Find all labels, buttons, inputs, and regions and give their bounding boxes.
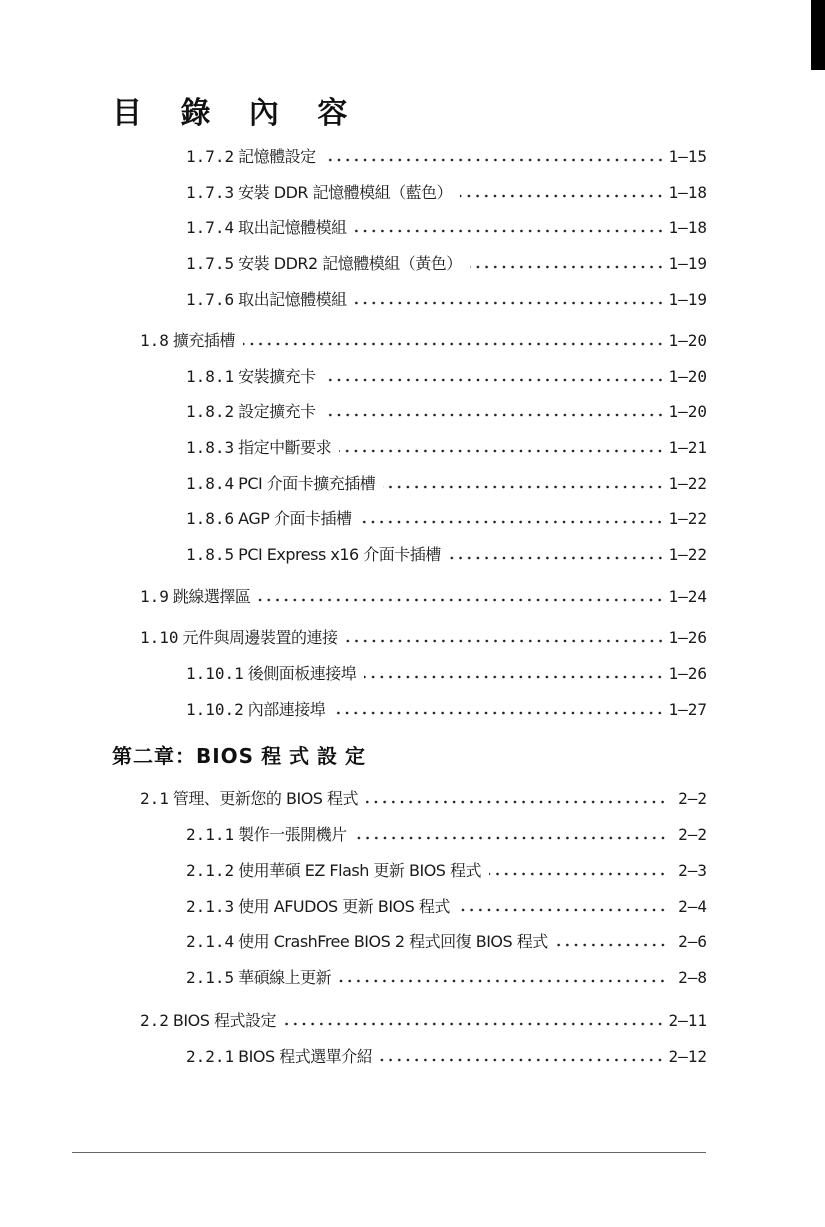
dot-leader (380, 1057, 664, 1063)
entry-page: 1–22 (668, 509, 707, 528)
toc-entry[interactable] (186, 365, 707, 387)
entry-number: 2.2 (140, 1011, 169, 1030)
toc-entry[interactable] (186, 859, 707, 881)
dot-leader (355, 835, 667, 841)
toc-entry[interactable] (186, 507, 707, 529)
entry-title: 華碩線上更新 (238, 968, 332, 987)
corner-tab (811, 0, 825, 70)
dot-leader (364, 674, 664, 680)
entry-title: BIOS 程式選單介紹 (238, 1047, 373, 1066)
entry-number: 2.2.1 (186, 1047, 235, 1066)
toc-entry[interactable] (186, 181, 707, 203)
entry-page: 1–26 (668, 664, 707, 683)
entry-page: 2–12 (668, 1047, 707, 1066)
entry-number: 1.10.1 (186, 664, 244, 683)
entry-number: 1.8.3 (186, 438, 235, 457)
toc-entry[interactable] (186, 543, 707, 565)
entry-number: 1.10 (140, 628, 179, 647)
entry-title: 取出記憶體模組 (238, 290, 347, 309)
entry-page: 2–4 (678, 897, 707, 916)
toc-entry[interactable] (186, 252, 707, 274)
toc-entry[interactable] (186, 823, 707, 845)
entry-page: 2–8 (678, 968, 707, 987)
entry-number: 2.1 (140, 789, 169, 808)
toc-entry[interactable] (186, 145, 707, 167)
entry-page: 1–18 (668, 183, 707, 202)
entry-number: 1.10.2 (186, 700, 244, 719)
toc-entry[interactable] (186, 216, 707, 238)
entry-page: 1–19 (668, 290, 707, 309)
toc-entry[interactable] (186, 1045, 707, 1067)
dot-leader (258, 597, 664, 603)
entry-title: 使用華碩 EZ Flash 更新 BIOS 程式 (238, 861, 482, 880)
toc-entry[interactable] (186, 662, 707, 684)
entry-title: 使用 CrashFree BIOS 2 程式回復 BIOS 程式 (238, 932, 548, 951)
entry-number: 1.8.6 (186, 509, 235, 528)
entry-number: 1.7.4 (186, 218, 235, 237)
dot-leader (355, 228, 665, 234)
toc-title: 目 錄 內 容 (112, 96, 362, 131)
entry-page: 1–20 (668, 331, 707, 350)
toc-entry[interactable] (186, 895, 707, 917)
chapter-2-prefix: 第二章：BIOS (112, 744, 255, 768)
entry-page: 2–11 (668, 1011, 707, 1030)
entry-title: 管理、更新您的 BIOS 程式 (172, 789, 359, 808)
entry-number: 1.9 (140, 587, 169, 606)
entry-number: 2.1.5 (186, 968, 235, 987)
entry-title: 製作一張開機片 (238, 825, 347, 844)
entry-number: 1.7.6 (186, 290, 235, 309)
entry-title: 安裝 DDR 記憶體模組（藍色） (238, 183, 453, 202)
entry-page: 1–24 (668, 587, 707, 606)
dot-leader (339, 448, 664, 454)
entry-page: 1–20 (668, 367, 707, 386)
entry-title: 內部連接埠 (247, 700, 326, 719)
entry-title: 跳線選擇區 (172, 587, 251, 606)
dot-leader (458, 907, 667, 913)
dot-leader (324, 377, 665, 383)
dot-leader (556, 942, 667, 948)
entry-title: BIOS 程式設定 (172, 1011, 276, 1030)
entry-title: AGP 介面卡插槽 (238, 509, 352, 528)
entry-number: 2.1.2 (186, 861, 235, 880)
toc-entry[interactable] (186, 966, 707, 988)
entry-title: 設定擴充卡 (238, 402, 316, 421)
chapter-2-title: 程式設定 (261, 744, 374, 768)
entry-page: 1–18 (668, 218, 707, 237)
entry-title: 指定中斷要求 (238, 438, 332, 457)
dot-leader (339, 978, 667, 984)
entry-title: PCI Express x16 介面卡插槽 (238, 545, 441, 564)
dot-leader (449, 555, 665, 561)
toc-entry[interactable] (140, 1009, 707, 1031)
entry-page: 1–27 (668, 700, 707, 719)
entry-number: 2.1.3 (186, 897, 235, 916)
entry-page: 1–15 (668, 147, 707, 166)
toc-entry[interactable] (140, 626, 707, 648)
entry-number: 2.1.4 (186, 932, 235, 951)
dot-leader (383, 484, 664, 490)
toc-entry[interactable] (186, 288, 707, 310)
entry-number: 1.7.2 (186, 147, 235, 166)
dot-leader (460, 193, 664, 199)
entry-page: 1–26 (668, 628, 707, 647)
entry-number: 1.7.5 (186, 254, 235, 273)
entry-number: 1.8.5 (186, 545, 235, 564)
toc-entry[interactable] (186, 400, 707, 422)
toc-entry[interactable] (186, 472, 707, 494)
dot-leader (324, 412, 665, 418)
entry-number: 1.8.1 (186, 367, 235, 386)
entry-page: 1–19 (668, 254, 707, 273)
entry-page: 1–20 (668, 402, 707, 421)
entry-title: 安裝 DDR2 記憶體模組（黃色） (238, 254, 462, 273)
entry-page: 1–22 (668, 545, 707, 564)
dot-leader (346, 638, 665, 644)
dot-leader (359, 519, 664, 525)
footer-rule (72, 1152, 706, 1153)
dot-leader (243, 341, 665, 347)
entry-title: 元件與周邊裝置的連接 (182, 628, 338, 647)
dot-leader (366, 799, 667, 805)
dot-leader (324, 157, 665, 163)
toc-entry[interactable] (186, 930, 707, 952)
entry-page: 1–22 (668, 474, 707, 493)
toc-entry[interactable] (140, 585, 707, 607)
entry-page: 2–2 (678, 825, 707, 844)
dot-leader (489, 871, 667, 877)
entry-title: 記憶體設定 (238, 147, 316, 166)
chapter-2-heading (112, 740, 373, 769)
dot-leader (284, 1021, 665, 1027)
toc-entry[interactable] (186, 698, 707, 720)
entry-number: 1.8 (140, 331, 169, 350)
entry-title: 後側面板連接埠 (247, 664, 357, 683)
dot-leader (355, 300, 665, 306)
dot-leader (333, 710, 664, 716)
entry-title: 使用 AFUDOS 更新 BIOS 程式 (238, 897, 450, 916)
entry-page: 2–3 (678, 861, 707, 880)
dot-leader (470, 264, 665, 270)
entry-title: 取出記憶體模組 (238, 218, 347, 237)
toc-entry[interactable] (186, 436, 707, 458)
toc-entry[interactable] (140, 329, 707, 351)
entry-number: 1.8.2 (186, 402, 235, 421)
entry-number: 1.7.3 (186, 183, 235, 202)
entry-page: 1–21 (668, 438, 707, 457)
entry-title: PCI 介面卡擴充插槽 (238, 474, 376, 493)
entry-number: 2.1.1 (186, 825, 235, 844)
toc-entry[interactable] (140, 787, 707, 809)
entry-title: 安裝擴充卡 (238, 367, 316, 386)
entry-page: 2–2 (678, 789, 707, 808)
entry-title: 擴充插槽 (172, 331, 235, 350)
entry-page: 2–6 (678, 932, 707, 951)
entry-number: 1.8.4 (186, 474, 235, 493)
